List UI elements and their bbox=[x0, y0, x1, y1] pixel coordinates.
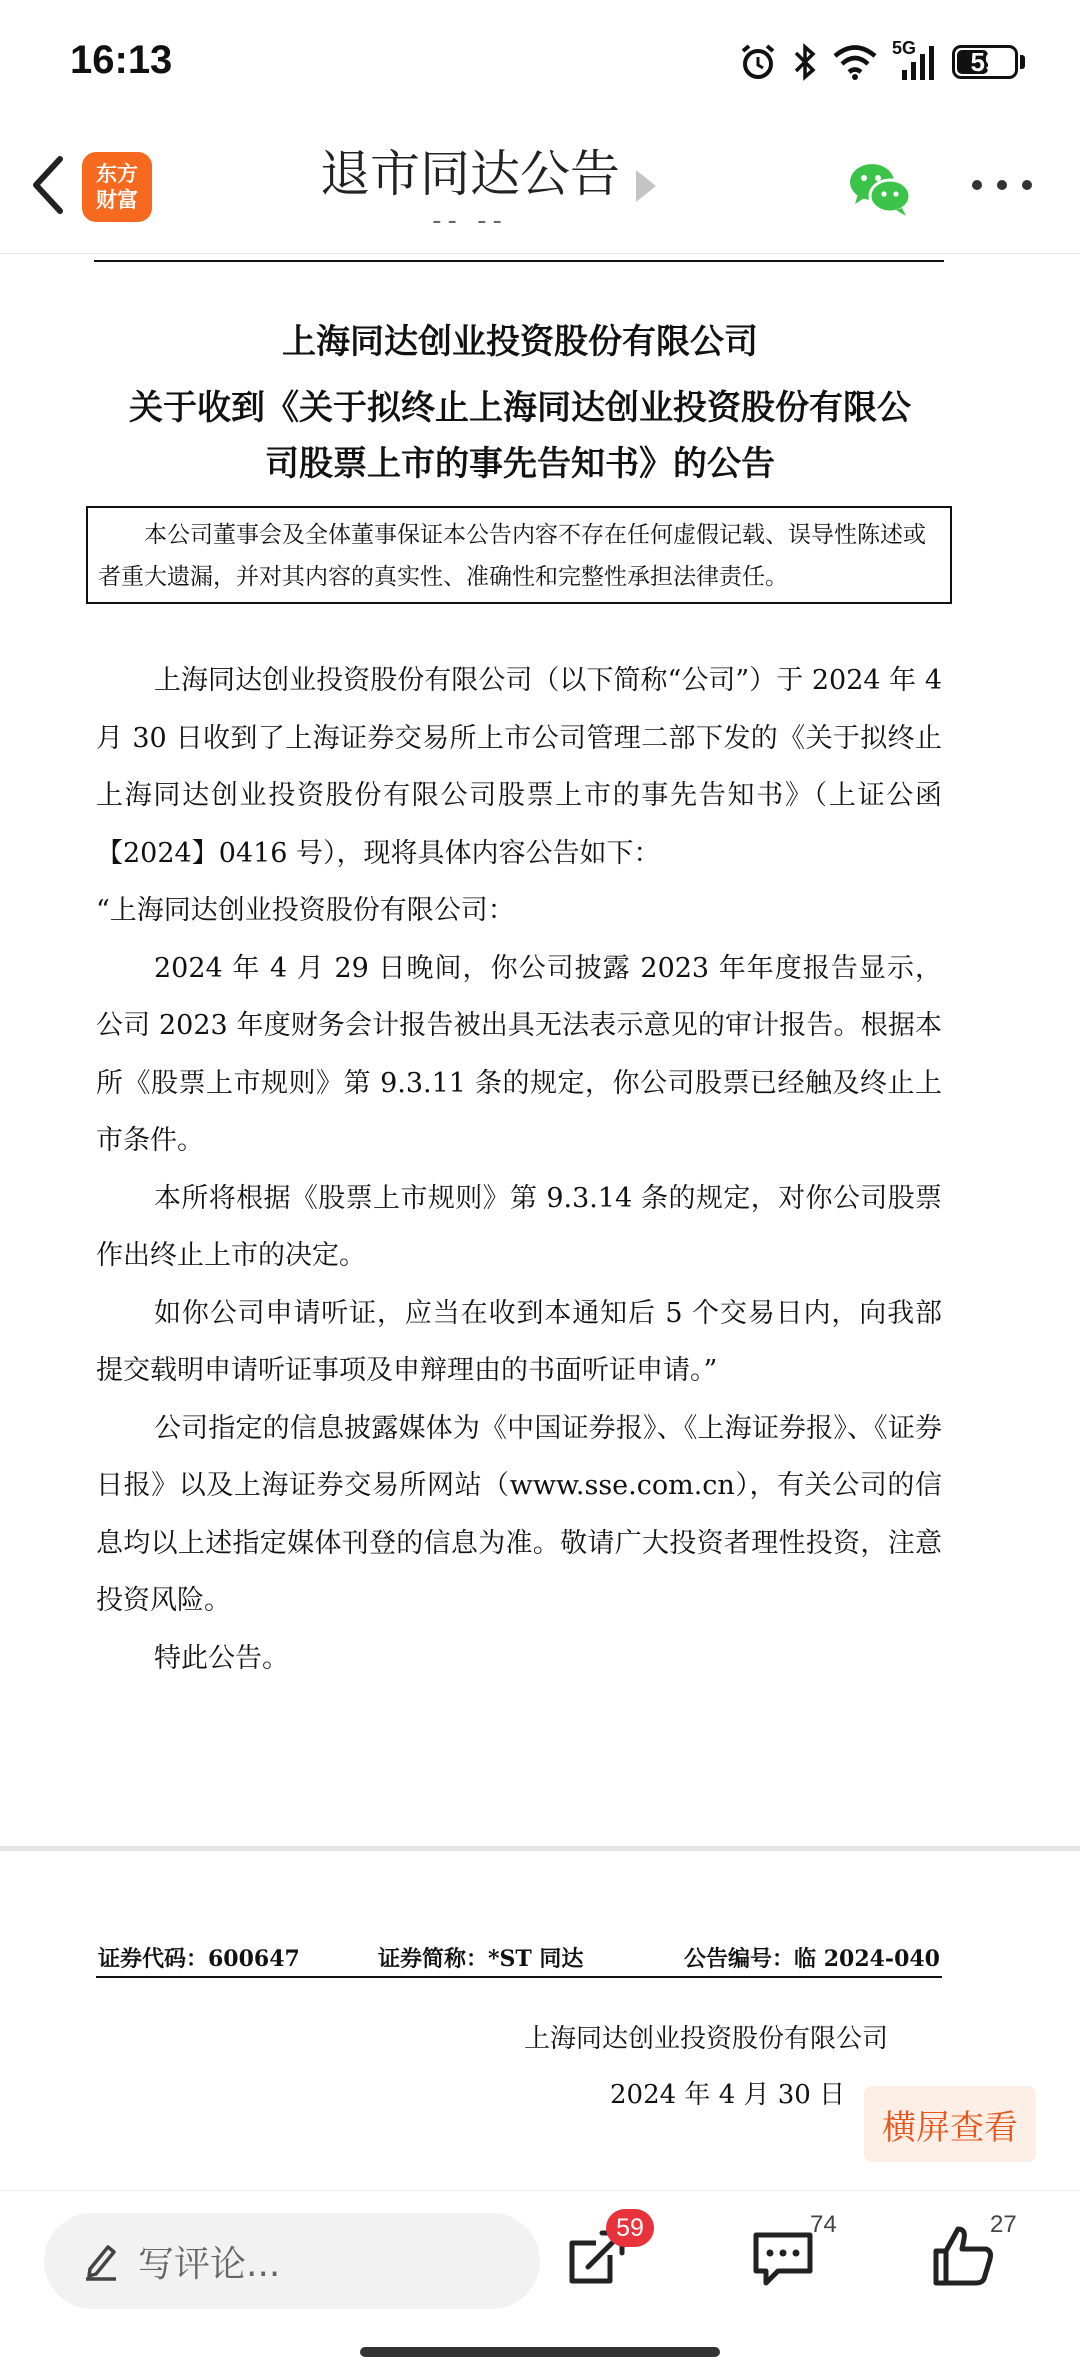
status-bar bbox=[0, 0, 1080, 120]
comment-count: 74 bbox=[810, 2211, 837, 2238]
doc-paragraph: 特此公告。 bbox=[154, 1642, 289, 1674]
status-time: 16:13 bbox=[70, 38, 173, 82]
logo-line2: 财富 bbox=[96, 188, 138, 212]
back-arrow-icon bbox=[28, 155, 68, 215]
doc-body bbox=[96, 652, 942, 1687]
share-button[interactable] bbox=[562, 2213, 644, 2291]
share-count-badge: 59 bbox=[606, 2209, 654, 2247]
network-label: 5G bbox=[892, 38, 917, 58]
home-indicator[interactable] bbox=[360, 2347, 720, 2357]
more-button[interactable] bbox=[972, 160, 1032, 210]
doc-title-line1: 关于收到《关于拟终止上海同达创业投资股份有限公 bbox=[129, 388, 911, 428]
doc-paragraph: 本所将根据《股票上市规则》第 9.3.14 条的规定，对你公司股票作出终止上市的决定。 bbox=[96, 1182, 942, 1271]
header bbox=[0, 120, 1080, 254]
doc-title-line2: 司股票上市的事先告知书》的公告 bbox=[265, 444, 775, 484]
expand-arrow-icon[interactable] bbox=[636, 170, 656, 202]
comment-input[interactable] bbox=[44, 2213, 540, 2309]
wifi-icon bbox=[832, 43, 878, 81]
battery-cap bbox=[1020, 55, 1025, 69]
more-icon-dot bbox=[997, 180, 1007, 190]
doc-title bbox=[90, 380, 950, 492]
security-short-name: 证券简称：*ST 同达 bbox=[378, 1946, 584, 1972]
bluetooth-icon bbox=[792, 42, 818, 82]
pencil-icon bbox=[84, 2241, 118, 2281]
back-button[interactable] bbox=[18, 150, 78, 220]
notice-number: 公告编号：临 2024-040 bbox=[684, 1946, 940, 1972]
doc-paragraph: 公司指定的信息披露媒体为《中国证券报》、《上海证券报》、《证券日报》以及上海证券交易所网站（www.sse.com.cn），有关公司的信息均以上述指定媒体刊登的信息为准。敬请广大投资者理性投资，注意投资风险。 bbox=[96, 1412, 942, 1616]
signature-company: 上海同达创业投资股份有限公司 bbox=[524, 2024, 889, 2054]
alarm-icon bbox=[738, 42, 778, 82]
battery-level: 59 bbox=[970, 46, 1000, 77]
comment-button[interactable] bbox=[748, 2211, 837, 2291]
doc-paragraph: 上海同达创业投资股份有限公司（以下简称“公司”）于 2024 年 4 月 30 日收到了上海证券交易所上市公司管理二部下发的《关于拟终止上海同达创业投资股份有限公司股票上市的事先告知书》（上证公函【2024】0416 号），现将具体内容公告如下： bbox=[96, 665, 942, 869]
thumbs-up-icon bbox=[928, 2221, 998, 2291]
like-count: 27 bbox=[990, 2211, 1017, 2238]
security-code: 证券代码：600647 bbox=[98, 1946, 300, 1972]
wechat-share-button[interactable] bbox=[846, 158, 914, 218]
doc-paragraph: 2024 年 4 月 29 日晚间，你公司披露 2023 年年度报告显示，公司 2023 年度财务会计报告被出具无法表示意见的审计报告。根据本所《股票上市规则》第 9.3.11 条的规定，你公司股票已经触及终止上市条件。 bbox=[96, 952, 942, 1156]
doc-paragraph: 如你公司申请听证，应当在收到本通知后 5 个交易日内，向我部提交载明申请听证事项及申辩理由的书面听证申请。” bbox=[96, 1297, 942, 1386]
status-icons bbox=[738, 36, 1025, 88]
signal-icon bbox=[892, 38, 938, 82]
landscape-view-button[interactable]: 横屏查看 bbox=[864, 2086, 1036, 2162]
page-divider bbox=[0, 1846, 1080, 1851]
page-subtitle: -- -- bbox=[432, 206, 508, 236]
more-icon-dot bbox=[1022, 180, 1032, 190]
like-button[interactable] bbox=[928, 2211, 1017, 2291]
doc-paragraph: “上海同达创业投资股份有限公司： bbox=[96, 895, 515, 926]
page-title: 退市同达公告 bbox=[320, 145, 620, 203]
bottom-action-bar bbox=[0, 2190, 1080, 2376]
comment-placeholder: 写评论... bbox=[138, 2243, 281, 2285]
app-logo[interactable] bbox=[82, 152, 152, 222]
wechat-icon bbox=[846, 158, 914, 218]
doc-page2-header bbox=[96, 1938, 942, 1978]
doc-company-name: 上海同达创业投资股份有限公司 bbox=[282, 322, 758, 362]
comment-icon bbox=[748, 2221, 818, 2291]
doc-top-rule bbox=[94, 260, 944, 262]
more-icon-dot bbox=[972, 180, 982, 190]
logo-line1: 东方 bbox=[96, 162, 138, 186]
battery-icon bbox=[952, 45, 1018, 79]
signature-date: 2024 年 4 月 30 日 bbox=[610, 2080, 846, 2110]
disclaimer-box: 本公司董事会及全体董事保证本公告内容不存在任何虚假记载、误导性陈述或者重大遗漏，并对其内容的真实性、准确性和完整性承担法律责任。 bbox=[86, 506, 952, 604]
